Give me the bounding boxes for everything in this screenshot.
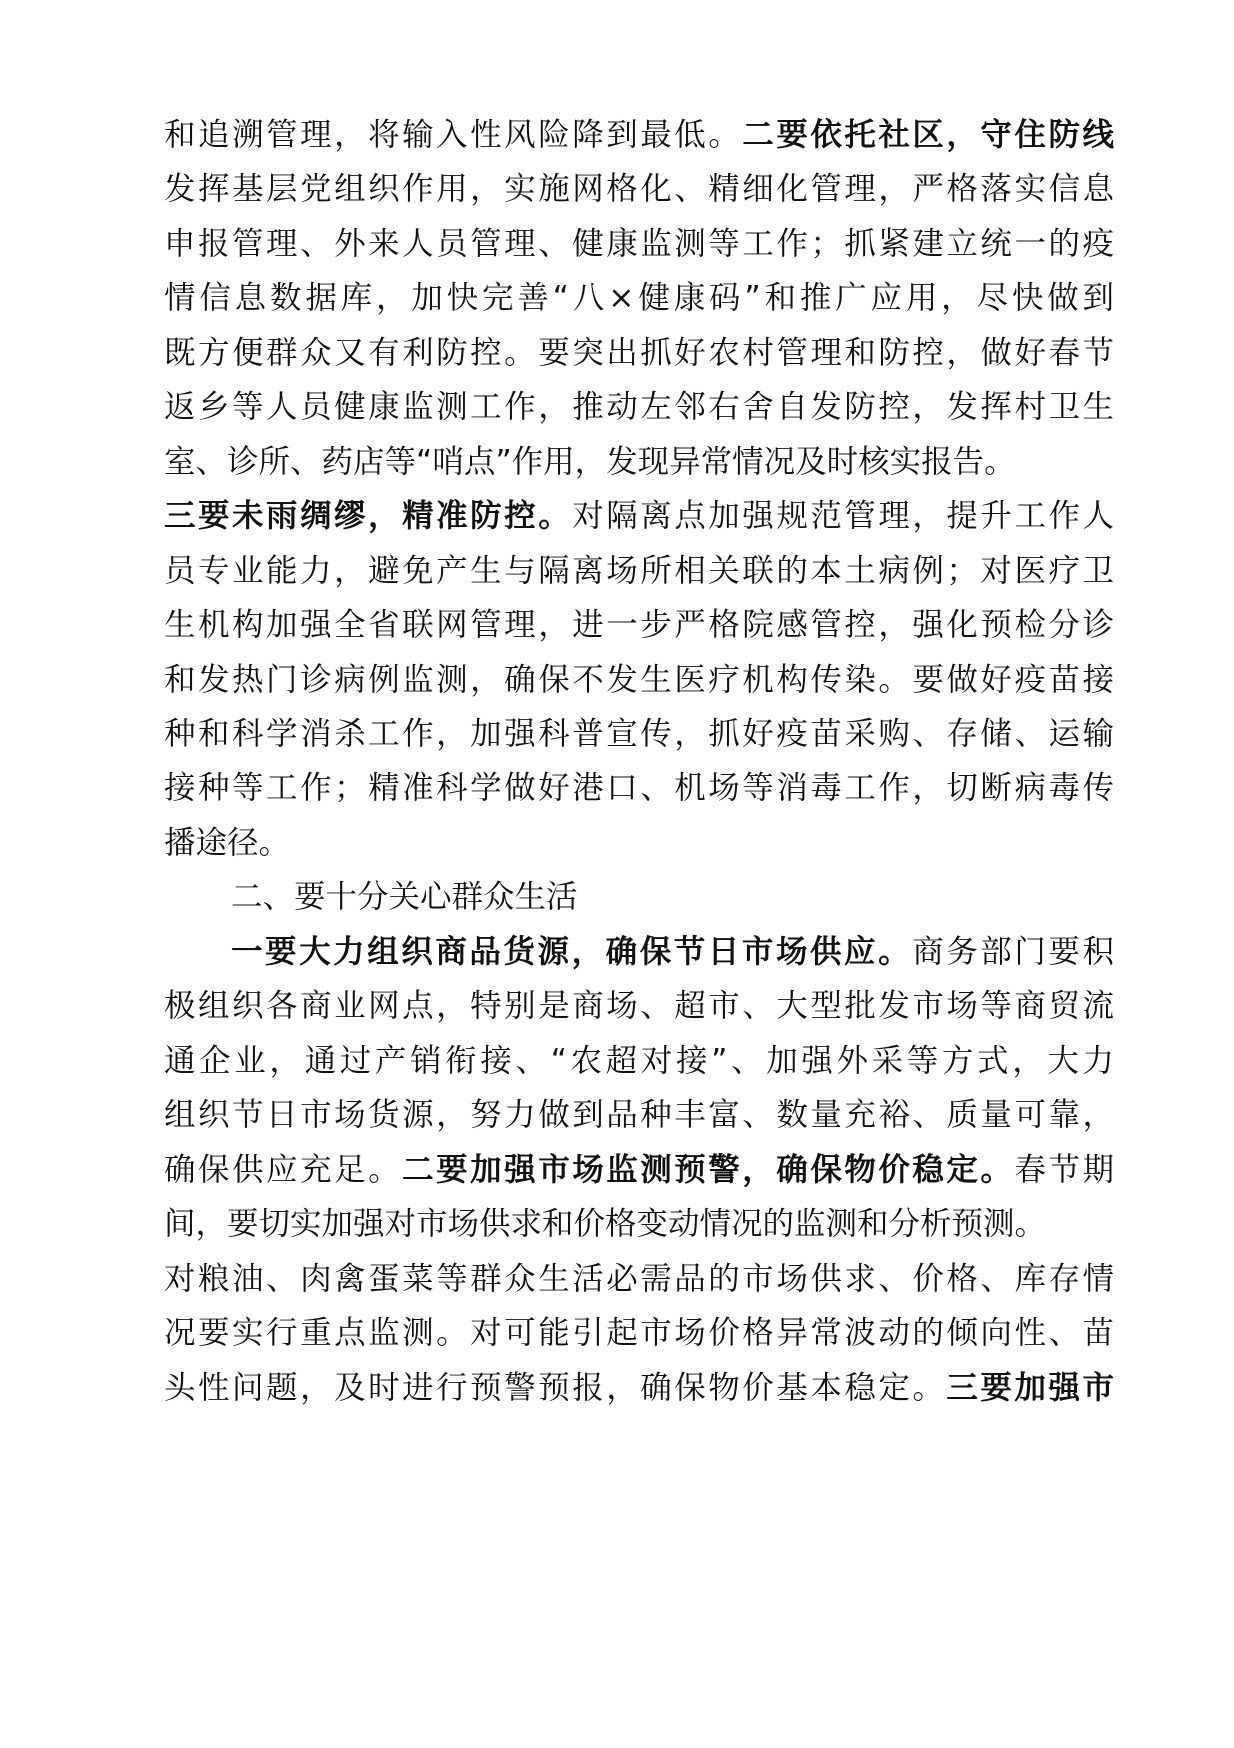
text-line [164, 650, 1114, 710]
body-text: 间，要切实加强对市场供求和价格变动情况的监测和分析预测。 [164, 1206, 1047, 1242]
text-line [231, 922, 1114, 982]
text-line [164, 1194, 1114, 1254]
body-text: 况要实行重点监测。对可能引起市场价格异常波动的倾向性、苗 [164, 1315, 1114, 1351]
body-text: 对粮油、肉禽蛋菜等群众生活必需品的市场供求、价格、库存情 [164, 1261, 1114, 1297]
text-line [164, 1140, 1114, 1200]
text-line [164, 758, 1114, 818]
body-text: 和追溯管理，将输入性风险降到最低。 [164, 117, 743, 153]
text-line [164, 1085, 1114, 1145]
body-text: 情信息数据库，加快完善“八×健康码”和推广应用，尽快做到 [164, 280, 1114, 316]
text-line [164, 105, 1114, 165]
text-line [164, 1303, 1114, 1363]
body-text: 头性问题，及时进行预警预报，确保物价基本稳定。 [164, 1370, 947, 1406]
body-text: 商务部门要积 [912, 934, 1114, 970]
text-line [164, 595, 1114, 655]
text-line [164, 813, 1114, 873]
text-line [164, 976, 1114, 1036]
body-text: 极组织各商业网点，特别是商场、超市、大型批发市场等商贸流 [164, 988, 1114, 1024]
bold-text: 二要依托社区，守住防线 [742, 117, 1114, 153]
body-text: 通企业，通过产销衔接、“农超对接”、加强外采等方式，大力 [164, 1043, 1114, 1079]
text-line [164, 214, 1114, 274]
body-text: 和发热门诊病例监测，确保不发生医疗机构传染。要做好疫苗接 [164, 662, 1114, 698]
body-text: 对隔离点加强规范管理，提升工作人 [572, 498, 1114, 534]
bold-text: 二要加强市场监测预警，确保物价稳定。 [402, 1152, 1015, 1188]
body-text: 生机构加强全省联网管理，进一步严格院感管控，强化预检分诊 [164, 607, 1114, 643]
text-line [164, 432, 1114, 492]
body-text: 种和科学消杀工作，加强科普宣传，抓好疫苗采购、存储、运输 [164, 716, 1114, 752]
body-text: 员专业能力，避免产生与隔离场所相关联的本土病例；对医疗卫 [164, 553, 1114, 589]
body-text: 发挥基层党组织作用，实施网格化、精细化管理，严格落实信息 [164, 171, 1114, 207]
text-line [164, 1031, 1114, 1091]
bold-text: 三要未雨绸缪，精准防控。 [164, 498, 573, 534]
text-line [164, 323, 1114, 383]
text-line [164, 486, 1114, 546]
text-line [164, 159, 1114, 219]
text-line [164, 268, 1114, 328]
bold-text: 一要大力组织商品货源，确保节日市场供应。 [231, 934, 913, 970]
body-text: 组织节日市场货源，努力做到品种丰富、数量充裕、质量可靠， [164, 1097, 1114, 1133]
text-line [164, 1358, 1114, 1418]
body-text: 接种等工作；精准科学做好港口、机场等消毒工作，切断病毒传 [164, 770, 1114, 806]
text-line [164, 541, 1114, 601]
body-text: 返乡等人员健康监测工作，推动左邻右舍自发防控，发挥村卫生 [164, 389, 1114, 425]
body-text: 确保供应充足。 [164, 1152, 403, 1188]
body-text: 播途径。 [164, 825, 291, 861]
body-text: 春节期 [1014, 1152, 1114, 1188]
text-line [164, 704, 1114, 764]
text-line [164, 377, 1114, 437]
section-heading [231, 867, 1114, 927]
body-text: 申报管理、外来人员管理、健康监测等工作；抓紧建立统一的疫 [164, 226, 1114, 262]
text-line [164, 1249, 1114, 1309]
body-text: 二、要十分关心群众生活 [231, 879, 578, 915]
body-text: 既方便群众又有利防控。要突出抓好农村管理和防控，做好春节 [164, 335, 1114, 371]
bold-text: 三要加强市 [946, 1370, 1114, 1406]
body-text: 室、诊所、药店等“哨点”作用，发现异常情况及时核实报告。 [164, 444, 1016, 480]
